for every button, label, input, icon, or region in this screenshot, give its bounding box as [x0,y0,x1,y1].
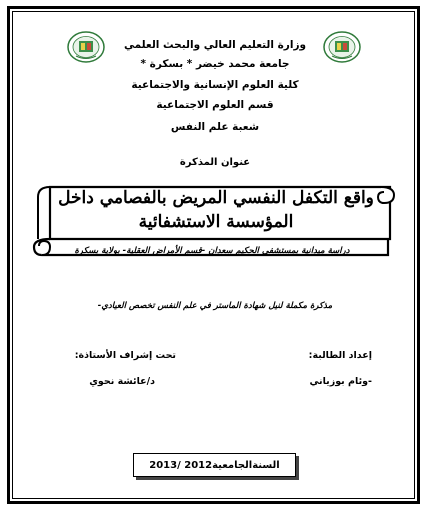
department-name: قسم العلوم الاجتماعية [156,99,274,111]
branch-name: شعبة علم النفس [170,121,260,133]
faculty-name: كلية العلوم الإنسانية والاجتماعية [131,79,299,91]
student-label: إعداد الطالبة: [308,350,372,361]
academic-year-box: السنةالجامعية2012 /2013 [133,453,296,477]
memo-title-label: عنوان المذكرة [179,157,251,168]
thesis-title-line-1: واقع التكفل النفسي المريض بالفصامي داخل [58,188,374,208]
university-name: جامعة محمد خيضر * بسكرة * [140,58,290,70]
thesis-title-line-2: المؤسسة الاستشفائية [138,212,294,232]
degree-note: مذكرة مكملة لنيل شهادة الماستر في علم النفس تخصص العيادي- [97,301,333,311]
student-name: -وئام بوزياني [309,376,372,387]
supervisor-name: د/عائشة نحوي [89,376,155,387]
thesis-subtitle: دراسة ميدانية بمستشفى الحكيم سعدان -قسم الأمراض العقلية- بولاية بسكرة [74,246,350,256]
ministry-name: وزارة التعليم العالي والبحث العلمي [123,39,307,51]
supervisor-label: تحت إشراف الأستاذة: [74,350,176,361]
